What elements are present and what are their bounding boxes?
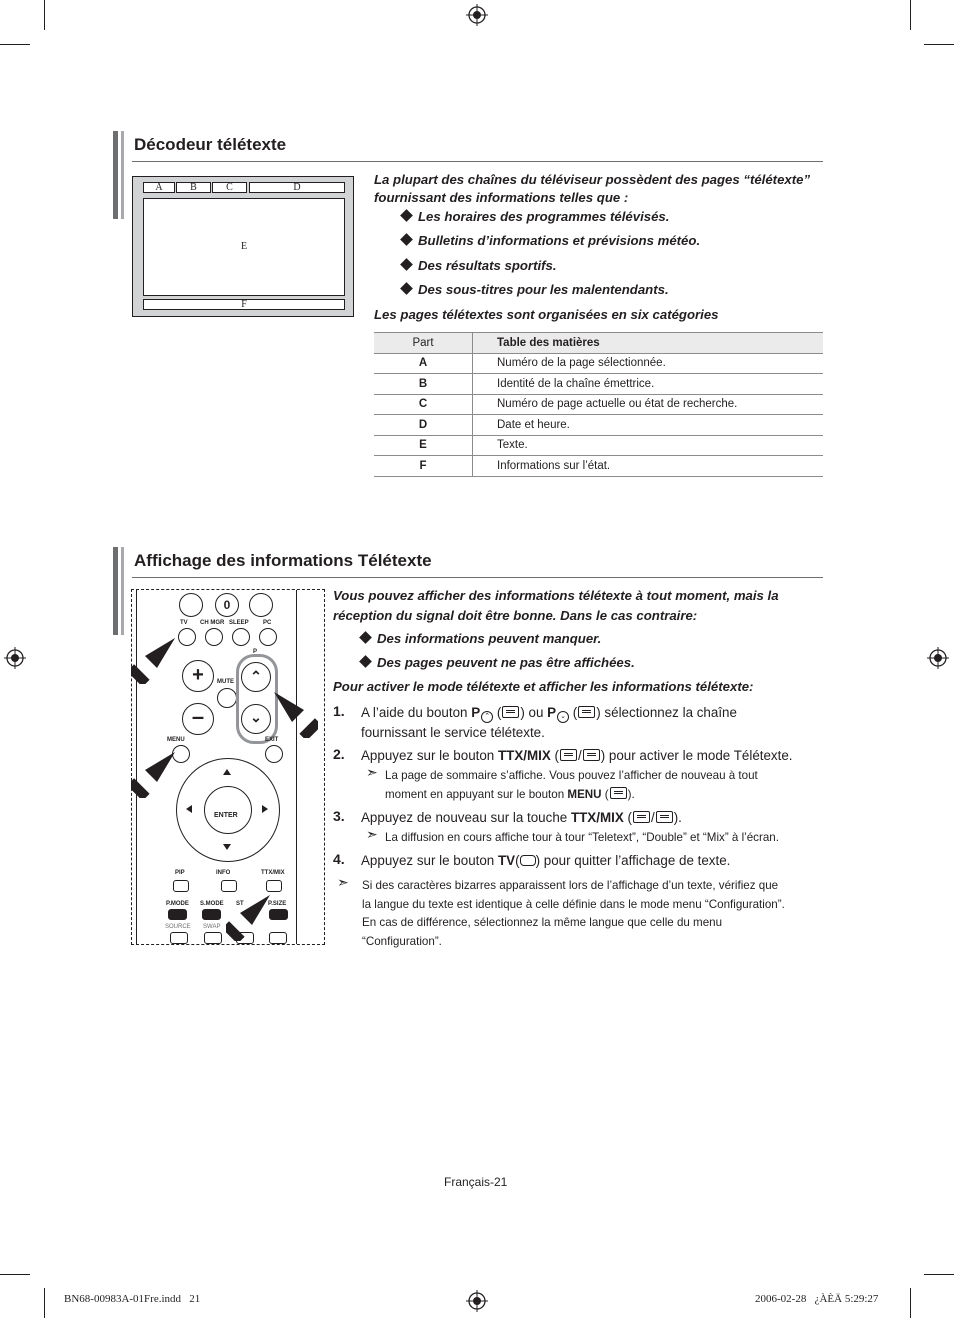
pointer-arrow-icon: [131, 636, 177, 684]
table-row: [374, 394, 823, 415]
intro-text: Vous pouvez afficher des informations télétexte à tout moment, mais la réception du signal doit être bonne. Dans le cas contraire:: [333, 588, 779, 623]
swap-label: SWAP: [203, 924, 221, 930]
info-button: [221, 880, 237, 892]
section-bar: [113, 131, 118, 219]
teletext-icon: [502, 706, 519, 718]
ttxmix-label: TTX/MIX: [261, 870, 285, 876]
crop-mark: [44, 0, 45, 30]
arrow-down-icon: [223, 844, 231, 850]
pc-label: PC: [263, 620, 272, 626]
step-number: 1.: [333, 703, 345, 719]
diagram-part-c: C: [212, 182, 247, 193]
chmgr-label: CH MGR: [200, 620, 225, 626]
bullet-item: Des pages peuvent ne pas être affichées.: [361, 655, 635, 670]
enter-label: ENTER: [214, 812, 238, 819]
chevron-up-icon: ⌃: [481, 711, 493, 723]
page-number: Français-21: [444, 1175, 508, 1189]
diagram-part-b: B: [176, 182, 211, 193]
step-text: Appuyez de nouveau sur la touche TTX/MIX ( / ).: [361, 810, 682, 825]
activate-text: Pour activer le mode télétexte et afficher les informations télétexte:: [333, 679, 754, 694]
crop-mark: [924, 44, 954, 45]
mix-icon: [583, 749, 600, 761]
bullet-item: Les horaires des programmes télévisés.: [402, 209, 669, 224]
tv-icon: [520, 855, 536, 866]
diamond-bullet-icon: [400, 233, 413, 246]
step-text: Appuyez sur le bouton TV( ) pour quitter l’affichage de texte.: [361, 853, 731, 868]
teletext-icon: [578, 706, 595, 718]
sleep-button: [232, 628, 250, 646]
table-cell: Date et heure.: [473, 415, 824, 436]
table-cell: C: [374, 394, 473, 415]
note-arrow-icon: ➣: [366, 764, 378, 780]
bullet-item: Bulletins d’informations et prévisions météo.: [402, 233, 700, 248]
table-cell: B: [374, 374, 473, 395]
smode-label: S.MODE: [200, 901, 224, 907]
table-header: Table des matières: [473, 333, 824, 354]
step-text: A l’aide du bouton P ⌃ ( ) ou P ⌄ ( ) sélectionnez la chaîne fournissant le service télétexte.: [361, 705, 737, 740]
teletext-icon: [633, 811, 650, 823]
diamond-bullet-icon: [400, 258, 413, 271]
footer-file: BN68-00983A-01Fre.indd 21: [64, 1293, 201, 1305]
tv-button: [178, 628, 196, 646]
channel-up-button: ⌃: [241, 662, 271, 692]
table-cell: F: [374, 456, 473, 477]
table-row: [374, 374, 823, 395]
step-number: 3.: [333, 808, 345, 824]
table-cell: D: [374, 415, 473, 436]
teletext-icon: [560, 749, 577, 761]
pointer-arrow-icon: [226, 893, 272, 941]
crop-mark: [0, 44, 30, 45]
exit-label: EXIT: [265, 737, 279, 743]
volume-up-button: +: [182, 660, 214, 692]
p-label: P: [253, 649, 258, 655]
step-number: 4.: [333, 851, 345, 867]
remote-outline: [296, 589, 297, 945]
pmode-label: P.MODE: [166, 901, 189, 907]
diamond-bullet-icon: [400, 209, 413, 222]
diagram-part-a: A: [143, 182, 175, 193]
note-arrow-icon: ➣: [366, 826, 378, 842]
volume-down-button: –: [182, 703, 214, 735]
table-header: Part: [374, 333, 473, 354]
table-cell: Numéro de la page sélectionnée.: [473, 353, 824, 374]
section-rule: [132, 577, 823, 578]
chmgr-button: [205, 628, 223, 646]
registration-mark-icon: [466, 1290, 488, 1312]
registration-mark-icon: [466, 4, 488, 26]
crop-mark: [910, 1288, 911, 1318]
table-cell: Identité de la chaîne émettrice.: [473, 374, 824, 395]
final-note: Si des caractères bizarres apparaissent lors de l’affichage d’un texte, vérifiez que la langue du texte est identique à celle définie dans le mode menu “Configuration”. En cas de différence, sélectionnez la même langue que celle du menu “Configuration”.: [362, 879, 785, 949]
menu-label: MENU: [167, 737, 185, 743]
tv-label: TV: [180, 620, 188, 626]
bullet-item: Des informations peuvent manquer.: [361, 631, 601, 646]
diagram-part-e: E: [143, 198, 345, 296]
step-text: Appuyez sur le bouton TTX/MIX ( / ) pour activer le mode Télétexte.: [361, 748, 793, 763]
diagram-part-f: F: [143, 299, 345, 310]
pip-button: [173, 880, 189, 892]
psize-label: P.SIZE: [268, 901, 287, 907]
power-button: [179, 593, 203, 617]
pointer-arrow-icon: [131, 750, 177, 798]
prech-button: [249, 593, 273, 617]
arrow-right-icon: [262, 805, 268, 813]
ttxmix-button: [266, 880, 282, 892]
table-cell: Informations sur l’état.: [473, 456, 824, 477]
table-row: [374, 456, 823, 477]
table-cell: Texte.: [473, 435, 824, 456]
pc-button: [259, 628, 277, 646]
registration-mark-icon: [4, 647, 26, 669]
source-button: [170, 932, 188, 944]
pointer-arrow-icon: [272, 690, 318, 738]
exit-button: [265, 745, 283, 763]
table-row: [374, 415, 823, 436]
diamond-bullet-icon: [400, 282, 413, 295]
section-rule: [132, 161, 823, 162]
registration-mark-icon: [927, 647, 949, 669]
arrow-up-icon: [223, 769, 231, 775]
crop-mark: [924, 1274, 954, 1275]
intro-text: La plupart des chaînes du téléviseur possèdent des pages “télétexte” fournissant des informations telles que :: [374, 172, 811, 205]
teletext-diagram: [132, 176, 354, 317]
table-row: [374, 435, 823, 456]
pip-label: PIP: [175, 870, 185, 876]
still-label: ST: [236, 901, 244, 907]
smode-button: [202, 909, 221, 920]
mix-icon: [656, 811, 673, 823]
step-note: La page de sommaire s’affiche. Vous pouvez l’afficher de nouveau à tout moment en appuyant sur le bouton MENU ( ).: [385, 769, 758, 801]
section-bar: [113, 547, 118, 635]
menu-icon: [610, 787, 627, 799]
zero-button: 0: [215, 593, 239, 617]
crop-mark: [0, 1274, 30, 1275]
parts-table: [374, 332, 823, 477]
crop-mark: [44, 1288, 45, 1318]
diamond-bullet-icon: [359, 655, 372, 668]
table-cell: Numéro de page actuelle ou état de recherche.: [473, 394, 824, 415]
table-row: [374, 353, 823, 374]
bullet-item: Des résultats sportifs.: [402, 258, 557, 273]
section-title: Affichage des informations Télétexte: [134, 551, 432, 570]
section-title: Décodeur télétexte: [134, 135, 287, 154]
chevron-down-icon: ⌄: [557, 711, 569, 723]
crop-mark: [910, 0, 911, 30]
footer-timestamp: 2006-02-28 ¿ÀÈÄ 5:29:27: [755, 1293, 879, 1305]
table-header-row: [374, 333, 823, 354]
step-note: La diffusion en cours affiche tour à tour “Teletext”, “Double” et “Mix” à l’écran.: [385, 831, 779, 844]
pmode-button: [168, 909, 187, 920]
sleep-label: SLEEP: [229, 620, 249, 626]
source-label: SOURCE: [165, 924, 191, 930]
info-label: INFO: [216, 870, 231, 876]
step-number: 2.: [333, 746, 345, 762]
swap-button: [204, 932, 222, 944]
arrow-left-icon: [186, 805, 192, 813]
mute-button: [217, 688, 237, 708]
diagram-part-d: D: [249, 182, 345, 193]
section-bar: [121, 131, 124, 219]
organized-text: Les pages télétextes sont organisées en six catégories: [374, 307, 719, 322]
bullet-item: Des sous-titres pour les malentendants.: [402, 282, 669, 297]
table-cell: A: [374, 353, 473, 374]
table-cell: E: [374, 435, 473, 456]
channel-down-button: ⌄: [241, 704, 271, 734]
section-bar: [121, 547, 124, 635]
mute-label: MUTE: [217, 679, 234, 685]
note-arrow-icon: ➣: [337, 874, 349, 890]
enter-button: [204, 786, 252, 834]
diamond-bullet-icon: [359, 631, 372, 644]
